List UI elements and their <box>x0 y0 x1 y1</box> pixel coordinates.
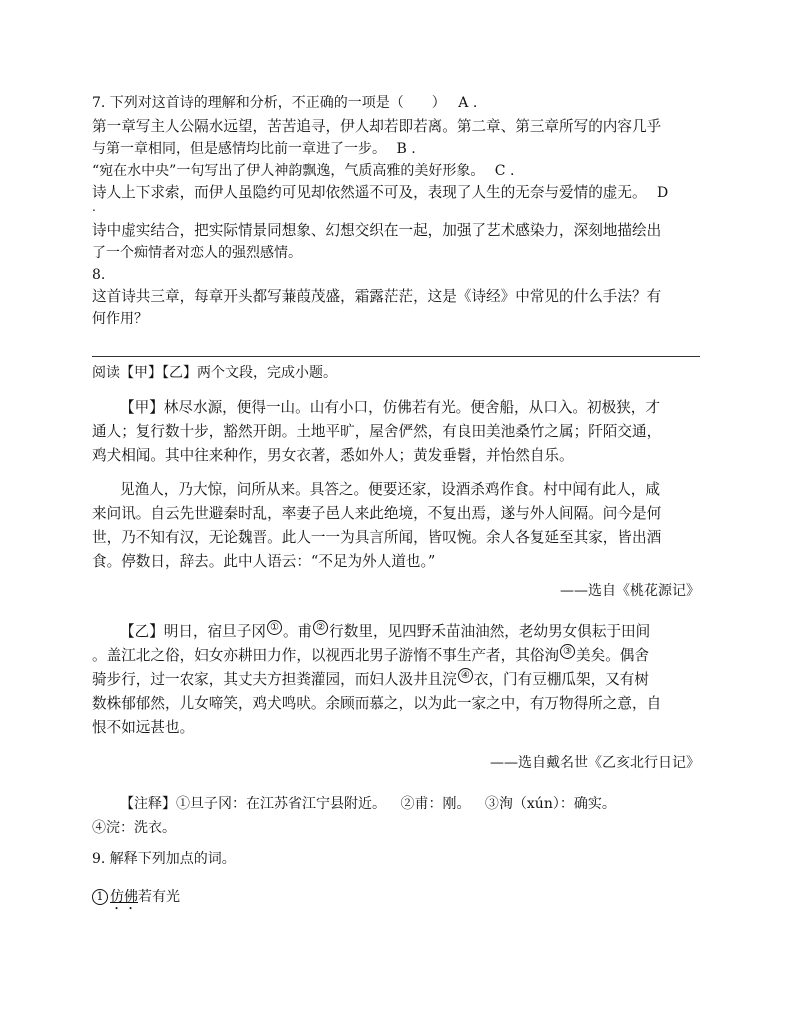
jia-p2-line-3: 世，乃不知有汉，无论魏晋。此人一一为具言所闻，皆叹惋。余人各复延至其家，皆出酒 <box>92 529 662 546</box>
jia-p1-line-2: 通人；复行数十步，豁然开朗。土地平旷，屋舍俨然，有良田美池桑竹之属；阡陌交通， <box>92 423 662 440</box>
note-1-text: 旦子冈：在江苏省江宁县附近。 <box>190 796 386 812</box>
q7-option-a-line-1: 第一章写主人公隔水远望，苦苦追寻，伊人却若即若离。第二章、第三章所写的内容几乎 <box>92 118 662 135</box>
q9-item-1 <box>92 886 180 913</box>
q7-option-a-text-2: 与第一章相同，但是感情均比前一章进了一步。 <box>92 141 386 157</box>
notes-block <box>92 792 616 840</box>
yi-line-3 <box>92 668 661 692</box>
q9-item-post: 若有光 <box>138 889 180 905</box>
q8-text-line-2: 何作用？ <box>92 311 148 327</box>
yi-line-2-a: 。盖江北之俗，妇女亦耕田力作，以视西北男子游惰不事生产者，其俗洵 <box>92 647 560 664</box>
q7-option-d-dot: . <box>92 200 96 214</box>
jia-p2-line-2: 来问讯。自云先世避秦时乱，率妻子邑人来此绝境，不复出焉，遂与外人间隔。问今是何 <box>92 505 662 522</box>
q7-stem-line <box>92 92 477 114</box>
reading-intro: 阅读【甲】【乙】两个文段，完成小题。 <box>92 365 337 381</box>
note-2-text: 甫：刚。 <box>414 796 471 812</box>
q7-option-a-letter: A . <box>458 95 478 111</box>
q9-item-number: 1 <box>92 889 108 905</box>
yi-source: ——选自戴名世《乙亥北行日记》 <box>490 755 700 771</box>
yi-line-1-a: 【乙】明日，宿旦子冈 <box>120 623 266 640</box>
section-divider <box>92 356 700 357</box>
note-ref-2: ② <box>313 620 328 635</box>
q7-option-a-line-2 <box>92 138 416 160</box>
notes-line-2 <box>92 816 616 840</box>
note-4-text: 浣：洗衣。 <box>106 820 176 836</box>
q7-option-c-letter: C . <box>494 163 515 179</box>
yi-line-2-b: 美矣。偶舍 <box>576 647 649 664</box>
q7-option-d-line-1: 诗中虚实结合，把实际情景同想象、幻想交织在一起，加强了艺术感染力，深刻地描绘出 <box>92 222 662 239</box>
q7-option-b-text: “宛在水中央”一句写出了伊人神韵飘逸，气质高雅的美好形象。 <box>92 163 485 179</box>
note-1-marker: ① <box>176 796 190 812</box>
note-2-marker: ② <box>400 796 415 812</box>
q7-option-d-letter: D <box>657 185 669 201</box>
notes-label: 【注释】 <box>120 796 176 812</box>
note-3-text: 洵（xún）：确实。 <box>498 796 616 812</box>
q9-stem: 9. 解释下列加点的词。 <box>92 851 236 867</box>
yi-line-1-b: 。甫 <box>282 623 313 640</box>
notes-line-1 <box>92 792 616 816</box>
note-ref-3: ③ <box>560 644 575 659</box>
passage-jia-p2 <box>92 478 661 574</box>
note-ref-1: ① <box>267 620 282 635</box>
q7-option-b-letter: B . <box>396 141 416 157</box>
yi-line-1-c: 行数里，见四野禾苗油油然，老幼男女俱耘于田间 <box>329 623 651 640</box>
q7-option-c-text: 诗人上下求索，而伊人虽隐约可见却依然遥不可及，表现了人生的无奈与爱情的虚无。 <box>92 184 647 201</box>
jia-p1-line-1: 【甲】林尽水源，便得一山。山有小口，仿佛若有光。便舍船，从口入。初极狭，才 <box>120 399 660 416</box>
yi-line-3-b: 衣，门有豆棚瓜架，又有树 <box>473 671 649 688</box>
q7-stem: 7. 下列对这首诗的理解和分析，不正确的一项是（ ） <box>92 95 446 111</box>
yi-line-2 <box>92 644 661 668</box>
jia-p2-line-4: 食。停数日，辞去。此中人语云：“不足为外人道也。” <box>92 553 436 570</box>
jia-p2-line-1: 见渔人，乃大惊，问所从来。具答之。便要还家，设酒杀鸡作食。村中闻有此人，咸 <box>120 481 660 498</box>
q8-number: 8. <box>92 267 106 283</box>
q8-text-line-1: 这首诗共三章，每章开头都写蒹葭茂盛，霜露茫茫，这是《诗经》中常见的什么手法？有 <box>92 288 662 305</box>
note-ref-4: ④ <box>458 668 473 683</box>
yi-line-1 <box>92 620 661 644</box>
yi-line-3-a: 骑步行，过一农家，其丈夫方担粪灌园，而妇人汲井且浣 <box>92 671 457 688</box>
jia-source: ——选自《桃花源记》 <box>560 583 700 599</box>
jia-p1-line-3: 鸡犬相闻。其中往来种作，男女衣著，悉如外人；黄发垂髫，并怡然自乐。 <box>92 447 574 464</box>
q7-option-b-line <box>92 160 514 182</box>
q7-option-d-line-2: 了一个痴情者对恋人的强烈感情。 <box>92 245 302 261</box>
q9-dotted-word: 仿佛 <box>110 889 138 905</box>
yi-line-4: 数株郁郁然，儿女啼笑，鸡犬鸣吠。余顾而慕之，以为此一家之中，有万物得所之意，自 <box>92 695 662 712</box>
q7-option-c-line <box>92 182 668 204</box>
note-3-marker: ③ <box>484 796 499 812</box>
yi-line-5: 恨不如远甚也。 <box>92 719 195 736</box>
note-4-marker: ④ <box>92 820 106 836</box>
passage-jia <box>92 396 661 468</box>
passage-yi <box>92 620 661 740</box>
